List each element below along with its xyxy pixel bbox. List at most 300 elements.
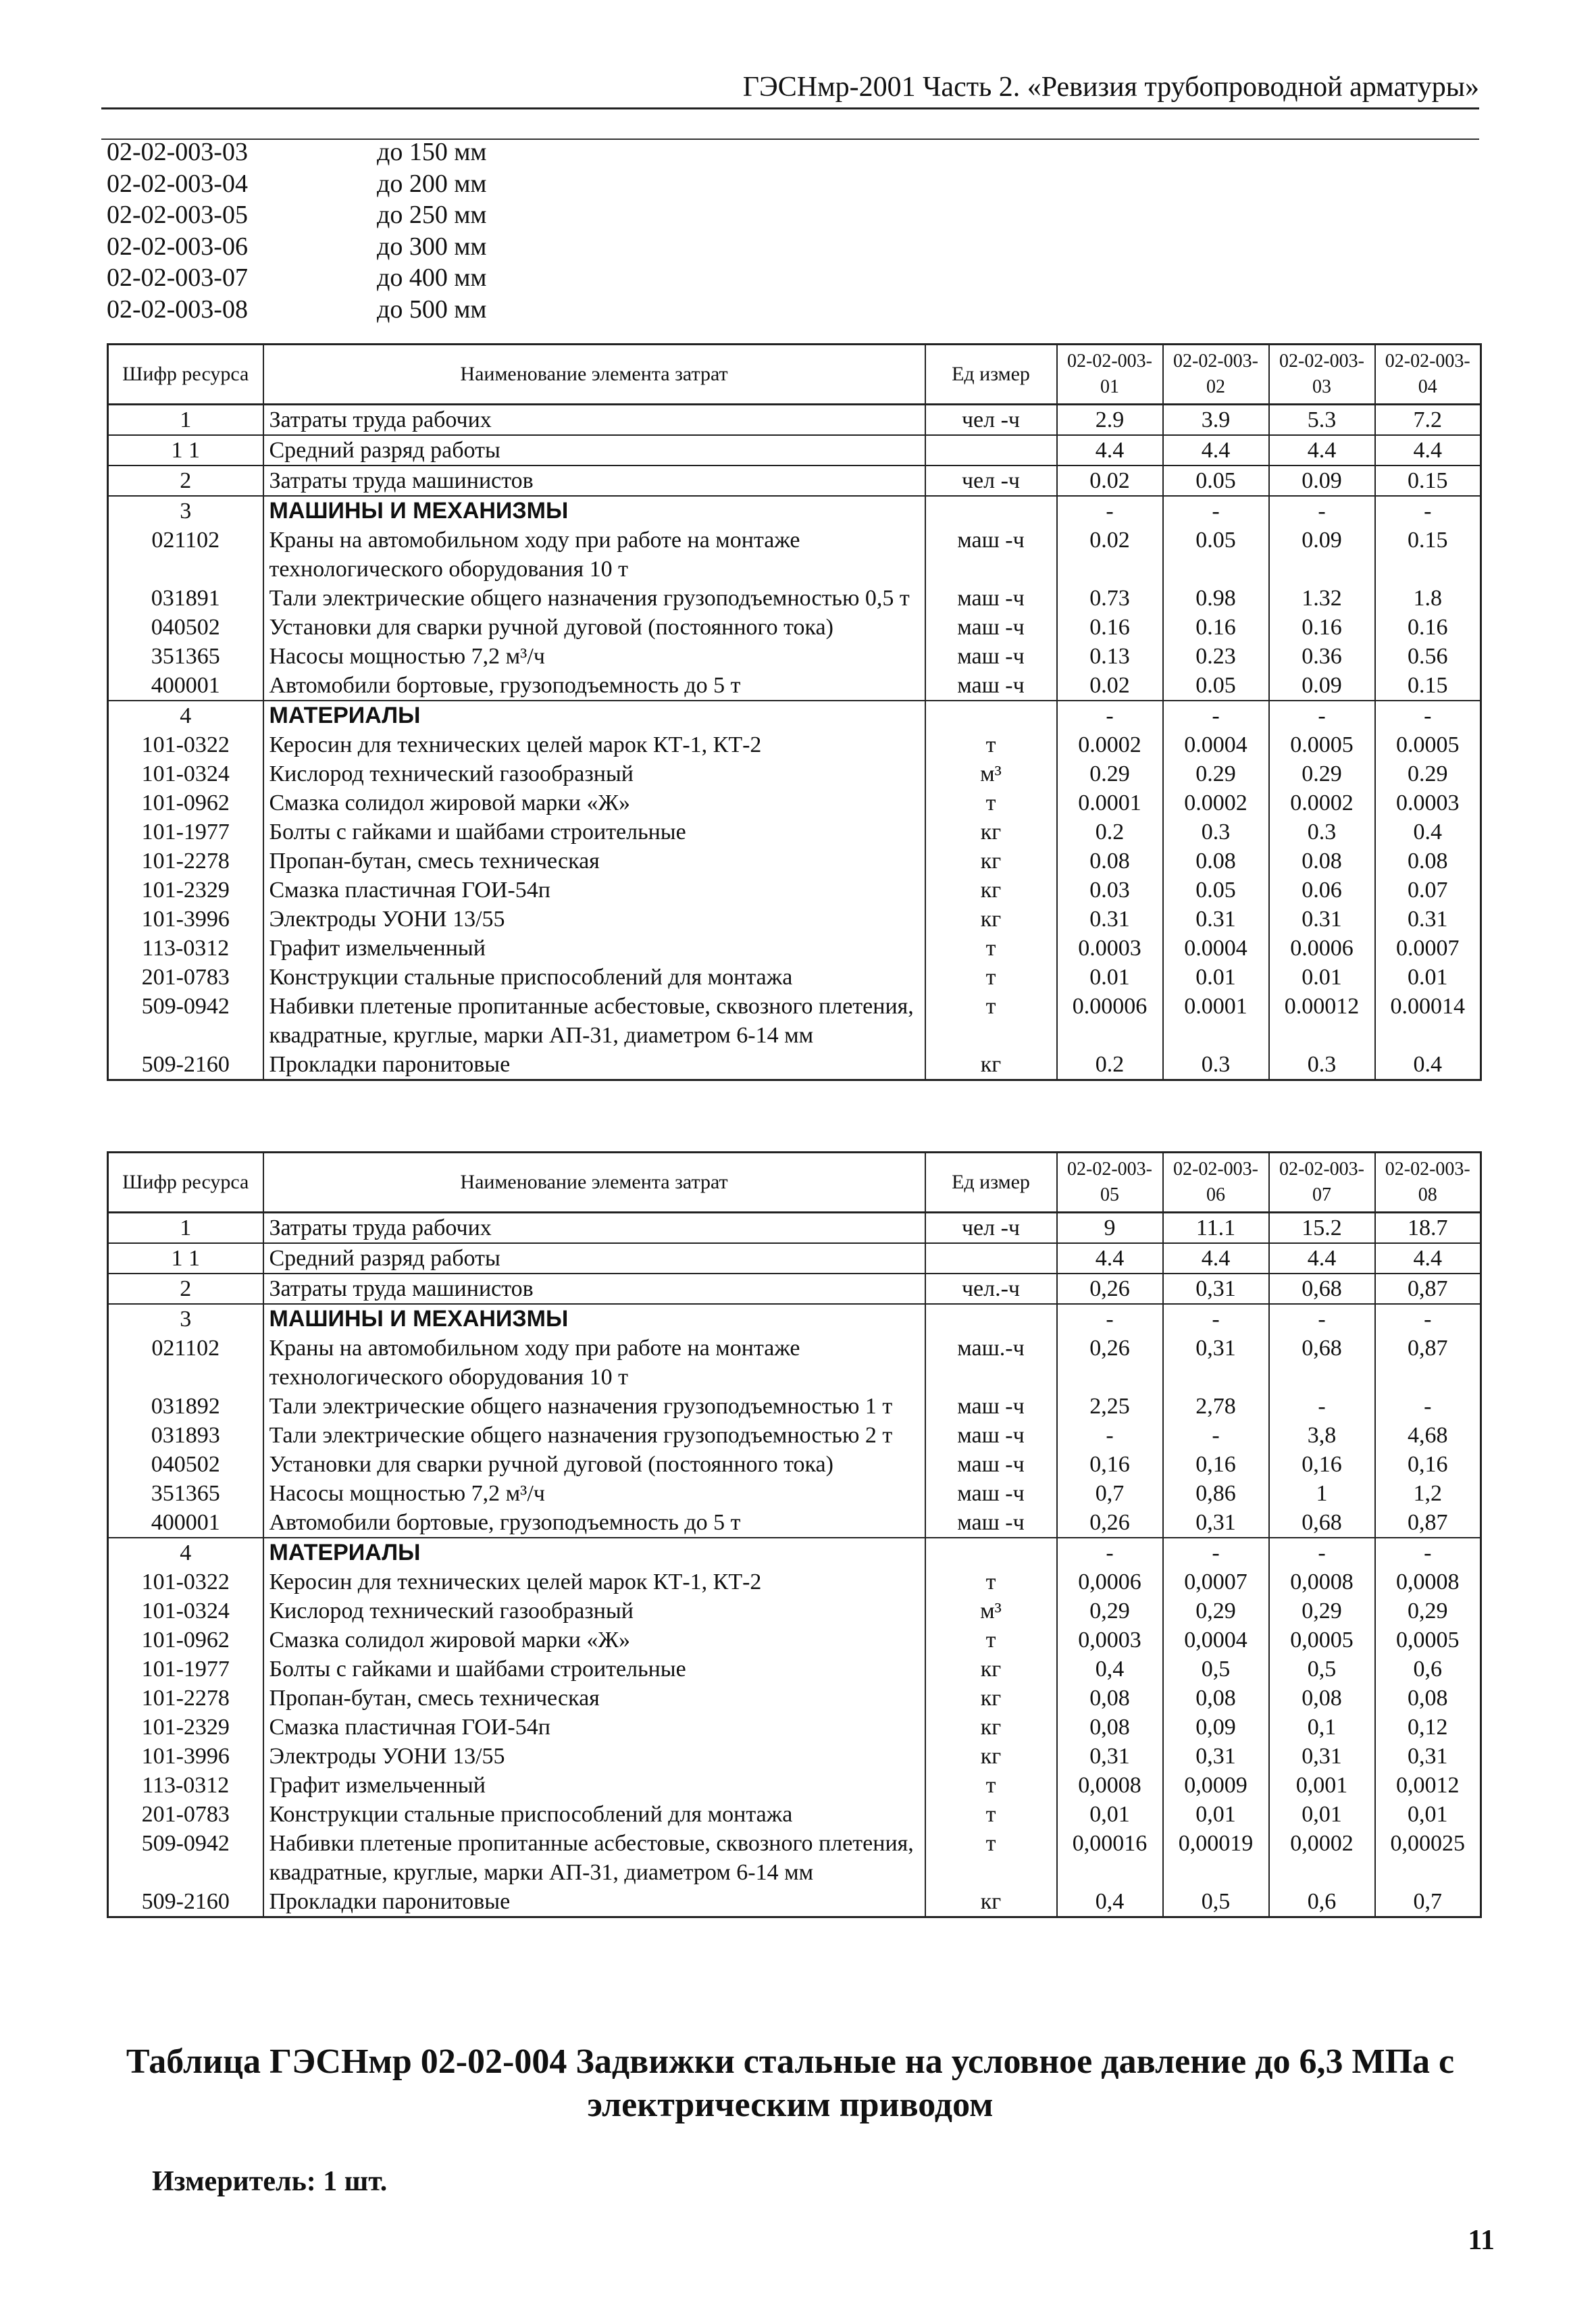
table-row	[108, 1538, 1481, 1567]
cell-value: 0,29	[1375, 1596, 1481, 1626]
cell-value: 0.31	[1163, 905, 1269, 934]
cell-value: 2.9	[1057, 405, 1163, 436]
cell-value: -	[1375, 1392, 1481, 1421]
cell-cost-element: МАТЕРИАЛЫ	[263, 1538, 925, 1567]
resource-table-1	[107, 343, 1482, 1081]
cell-value: 0.98	[1163, 584, 1269, 613]
cell-cost-element: Тали электрические общего назначения грузоподъемностью 0,5 т	[263, 584, 925, 613]
table-row	[108, 1508, 1481, 1538]
cell-value: 0.05	[1163, 876, 1269, 905]
cell-resource-code: 040502	[108, 1450, 263, 1479]
cell-value: 0,26	[1057, 1334, 1163, 1392]
cell-value: 0.16	[1375, 613, 1481, 642]
table-row	[108, 1771, 1481, 1800]
cell-value: 0,16	[1163, 1450, 1269, 1479]
table-row	[108, 435, 1481, 466]
table-row	[108, 1334, 1481, 1392]
table-row	[108, 526, 1481, 584]
cell-value: 9	[1057, 1213, 1163, 1244]
cell-value: 0.16	[1163, 613, 1269, 642]
code-list-item	[107, 294, 486, 326]
cell-cost-element: Кислород технический газообразный	[263, 759, 925, 788]
cell-value: 0,16	[1057, 1450, 1163, 1479]
cell-value: 1	[1269, 1479, 1375, 1508]
table-header-row	[108, 1153, 1481, 1213]
cell-value: 0.3	[1269, 818, 1375, 847]
cell-value: 0,08	[1163, 1684, 1269, 1713]
header-resource-code: Шифр ресурса	[108, 1153, 263, 1213]
table-row	[108, 934, 1481, 963]
cell-unit: чел -ч	[925, 466, 1057, 496]
cell-unit: т	[925, 1626, 1057, 1655]
table-row	[108, 1829, 1481, 1887]
cell-unit: маш -ч	[925, 613, 1057, 642]
cell-resource-code: 509-2160	[108, 1887, 263, 1917]
cell-value: 0.05	[1163, 671, 1269, 701]
cell-resource-code: 101-2329	[108, 1713, 263, 1742]
cell-resource-code: 101-0324	[108, 759, 263, 788]
cell-resource-code: 509-0942	[108, 1829, 263, 1887]
cell-cost-element: Пропан-бутан, смесь техническая	[263, 1684, 925, 1713]
code-description: до 500 мм	[377, 295, 487, 324]
cell-value: 0,5	[1163, 1655, 1269, 1684]
code-list-item	[107, 262, 486, 294]
cell-resource-code: 201-0783	[108, 963, 263, 992]
cell-resource-code: 400001	[108, 671, 263, 701]
cell-cost-element: Автомобили бортовые, грузоподъемность до 5 т	[263, 671, 925, 701]
cell-cost-element: Смазка пластичная ГОИ-54п	[263, 876, 925, 905]
cell-cost-element: Графит измельченный	[263, 1771, 925, 1800]
code-description: до 200 мм	[377, 169, 487, 198]
cell-cost-element: Смазка солидол жировой марки «Ж»	[263, 788, 925, 818]
cell-value: 11.1	[1163, 1213, 1269, 1244]
cell-value: 0.0004	[1163, 934, 1269, 963]
cell-unit: маш -ч	[925, 1450, 1057, 1479]
cell-unit: маш.-ч	[925, 1334, 1057, 1392]
cell-value: -	[1163, 1304, 1269, 1334]
header-norm-3: 02-02-003-03	[1269, 345, 1375, 405]
cell-unit: т	[925, 1800, 1057, 1829]
cell-value: 0.4	[1375, 818, 1481, 847]
cell-cost-element: Затраты труда рабочих	[263, 1213, 925, 1244]
table-row	[108, 876, 1481, 905]
running-header	[101, 71, 1479, 109]
cell-value: 4.4	[1375, 1243, 1481, 1274]
cell-cost-element: Кислород технический газообразный	[263, 1596, 925, 1626]
cell-value: 0.09	[1269, 671, 1375, 701]
cell-unit: маш -ч	[925, 1421, 1057, 1450]
cell-value: 0,01	[1269, 1800, 1375, 1829]
cell-unit	[925, 435, 1057, 466]
cell-resource-code: 101-0962	[108, 1626, 263, 1655]
table-row	[108, 1655, 1481, 1684]
cell-value: 0,31	[1163, 1508, 1269, 1538]
cell-cost-element: Тали электрические общего назначения грузоподъемностью 1 т	[263, 1392, 925, 1421]
cell-unit: маш -ч	[925, 1479, 1057, 1508]
cell-value: 0.05	[1163, 526, 1269, 584]
cell-value: 0.0002	[1269, 788, 1375, 818]
cell-unit: кг	[925, 1684, 1057, 1713]
cell-value: 0,09	[1163, 1713, 1269, 1742]
cell-resource-code: 400001	[108, 1508, 263, 1538]
cell-cost-element: Установки для сварки ручной дуговой (постоянного тока)	[263, 1450, 925, 1479]
header-norm-3: 02-02-003-07	[1269, 1153, 1375, 1213]
table-row	[108, 1304, 1481, 1334]
cell-value: -	[1163, 496, 1269, 526]
cell-value: 0,31	[1163, 1742, 1269, 1771]
cell-value: 0.13	[1057, 642, 1163, 671]
cell-value: 0.4	[1375, 1050, 1481, 1080]
table-row	[108, 1450, 1481, 1479]
cell-value: 0.16	[1057, 613, 1163, 642]
cell-value: 2,25	[1057, 1392, 1163, 1421]
cell-resource-code: 351365	[108, 642, 263, 671]
cell-value: 0.0003	[1375, 788, 1481, 818]
cell-unit: кг	[925, 1742, 1057, 1771]
cell-cost-element: Прокладки паронитовые	[263, 1050, 925, 1080]
cell-value: 0,0006	[1057, 1567, 1163, 1596]
header-norm-2: 02-02-003-02	[1163, 345, 1269, 405]
cell-value: 0.2	[1057, 1050, 1163, 1080]
code-value: 02-02-003-07	[107, 263, 248, 292]
cell-cost-element: Электроды УОНИ 13/55	[263, 905, 925, 934]
cell-value: 0,01	[1057, 1800, 1163, 1829]
cell-resource-code: 101-2278	[108, 1684, 263, 1713]
cell-unit: чел -ч	[925, 1213, 1057, 1244]
cell-resource-code: 2	[108, 466, 263, 496]
cell-value: 0,4	[1057, 1887, 1163, 1917]
cell-cost-element: Набивки плетеные пропитанные асбестовые, сквозного плетения, квадратные, круглые, марки АП-31, диаметром 6-14 мм	[263, 992, 925, 1050]
cell-value: 0,0005	[1269, 1626, 1375, 1655]
cell-unit: т	[925, 730, 1057, 759]
cell-unit: маш -ч	[925, 642, 1057, 671]
cell-resource-code: 101-0322	[108, 1567, 263, 1596]
cell-value: 0.01	[1163, 963, 1269, 992]
table-row	[108, 642, 1481, 671]
cell-value: 18.7	[1375, 1213, 1481, 1244]
cell-value: 0,01	[1163, 1800, 1269, 1829]
cell-value: 0.31	[1375, 905, 1481, 934]
cell-cost-element: Набивки плетеные пропитанные асбестовые, сквозного плетения, квадратные, круглые, марки АП-31, диаметром 6-14 мм	[263, 1829, 925, 1887]
cell-value: 5.3	[1269, 405, 1375, 436]
code-list-item	[107, 199, 486, 231]
cell-value: 0.09	[1269, 466, 1375, 496]
cell-value: 3.9	[1163, 405, 1269, 436]
cell-value: 0.0007	[1375, 934, 1481, 963]
cell-value: 0,16	[1375, 1450, 1481, 1479]
cell-value: 0,00019	[1163, 1829, 1269, 1887]
cell-resource-code: 040502	[108, 613, 263, 642]
cell-value: 0,26	[1057, 1508, 1163, 1538]
cell-value: 0,00025	[1375, 1829, 1481, 1887]
table-row	[108, 847, 1481, 876]
header-norm-4: 02-02-003-08	[1375, 1153, 1481, 1213]
cell-resource-code: 101-3996	[108, 1742, 263, 1771]
table-header-row	[108, 345, 1481, 405]
cell-unit: м³	[925, 1596, 1057, 1626]
cell-value: 0,0005	[1375, 1626, 1481, 1655]
code-description: до 300 мм	[377, 232, 487, 261]
cell-value: 0,0004	[1163, 1626, 1269, 1655]
cell-value: 0,4	[1057, 1655, 1163, 1684]
cell-value: 0.29	[1057, 759, 1163, 788]
cell-value: 0.73	[1057, 584, 1163, 613]
cell-value: 0.00012	[1269, 992, 1375, 1050]
cell-unit: т	[925, 1829, 1057, 1887]
cell-value: 0,0009	[1163, 1771, 1269, 1800]
cell-value: 0.01	[1375, 963, 1481, 992]
cell-value: 0,1	[1269, 1713, 1375, 1742]
cell-value: 0.29	[1375, 759, 1481, 788]
cell-cost-element: Насосы мощностью 7,2 м³/ч	[263, 1479, 925, 1508]
table-row	[108, 1626, 1481, 1655]
cell-value: 0,08	[1375, 1684, 1481, 1713]
cell-unit: кг	[925, 1887, 1057, 1917]
header-norm-2: 02-02-003-06	[1163, 1153, 1269, 1213]
cell-value: 0,0012	[1375, 1771, 1481, 1800]
cell-cost-element: Затраты труда рабочих	[263, 405, 925, 436]
cell-resource-code: 1	[108, 1213, 263, 1244]
cell-value: 0.06	[1269, 876, 1375, 905]
cell-value: 1,2	[1375, 1479, 1481, 1508]
cell-value: 0.02	[1057, 526, 1163, 584]
table-row	[108, 671, 1481, 701]
cell-resource-code: 2	[108, 1274, 263, 1304]
cell-unit: т	[925, 963, 1057, 992]
cell-value: 0.00014	[1375, 992, 1481, 1050]
table-row	[108, 1567, 1481, 1596]
table-row	[108, 1713, 1481, 1742]
cell-unit: кг	[925, 847, 1057, 876]
cell-value: 0.0002	[1163, 788, 1269, 818]
cell-resource-code: 3	[108, 1304, 263, 1334]
cell-value: 4,68	[1375, 1421, 1481, 1450]
cell-value: 0,5	[1269, 1655, 1375, 1684]
cell-value: 0,31	[1163, 1274, 1269, 1304]
cell-resource-code: 509-0942	[108, 992, 263, 1050]
table-row	[108, 1479, 1481, 1508]
code-description: до 250 мм	[377, 201, 487, 229]
cell-resource-code: 101-0962	[108, 788, 263, 818]
cell-cost-element: Керосин для технических целей марок КТ-1, КТ-2	[263, 730, 925, 759]
cell-unit: кг	[925, 818, 1057, 847]
cell-value: 0,0008	[1269, 1567, 1375, 1596]
code-value: 02-02-003-08	[107, 295, 248, 324]
cell-resource-code: 4	[108, 1538, 263, 1567]
cell-value: 0.02	[1057, 466, 1163, 496]
cell-resource-code: 031893	[108, 1421, 263, 1450]
cell-value: 0.15	[1375, 526, 1481, 584]
cell-resource-code: 101-0322	[108, 730, 263, 759]
table-title: Таблица ГЭСНмр 02-02-004 Задвижки стальные на условное давление до 6,3 МПа с электрическим приводом	[126, 2042, 1455, 2124]
table-row	[108, 1596, 1481, 1626]
cell-value: 0,68	[1269, 1508, 1375, 1538]
cell-cost-element: Болты с гайками и шайбами строительные	[263, 1655, 925, 1684]
cell-value: 0,31	[1163, 1334, 1269, 1392]
table-row	[108, 905, 1481, 934]
header-norm-1: 02-02-003-05	[1057, 1153, 1163, 1213]
cell-resource-code: 1 1	[108, 1243, 263, 1274]
cell-unit: кг	[925, 1655, 1057, 1684]
cell-value: 0.0006	[1269, 934, 1375, 963]
cell-value: 0.3	[1163, 818, 1269, 847]
cell-value: -	[1269, 1538, 1375, 1567]
cell-value: 0,7	[1375, 1887, 1481, 1917]
cell-value: 0.0002	[1057, 730, 1163, 759]
cell-value: 0,68	[1269, 1274, 1375, 1304]
cell-value: 0,7	[1057, 1479, 1163, 1508]
cell-value: 4.4	[1375, 435, 1481, 466]
cell-unit	[925, 1243, 1057, 1274]
cell-unit	[925, 496, 1057, 526]
cell-value: 4.4	[1057, 1243, 1163, 1274]
cell-unit: маш -ч	[925, 526, 1057, 584]
cell-value: 0.03	[1057, 876, 1163, 905]
table-row	[108, 1800, 1481, 1829]
cell-resource-code: 101-0324	[108, 1596, 263, 1626]
code-list-item	[107, 231, 486, 263]
cell-resource-code: 509-2160	[108, 1050, 263, 1080]
cell-resource-code: 031891	[108, 584, 263, 613]
cell-unit: маш -ч	[925, 671, 1057, 701]
cell-value: 0,08	[1269, 1684, 1375, 1713]
cell-value: -	[1163, 1421, 1269, 1450]
cell-resource-code: 101-1977	[108, 1655, 263, 1684]
cell-unit: т	[925, 934, 1057, 963]
code-list-item	[107, 168, 486, 200]
header-unit: Ед измер	[925, 1153, 1057, 1213]
cell-value: 2,78	[1163, 1392, 1269, 1421]
cell-value: 0.15	[1375, 466, 1481, 496]
cell-unit: м³	[925, 759, 1057, 788]
codes-list	[107, 136, 486, 325]
table-row	[108, 759, 1481, 788]
cell-value: 0.00006	[1057, 992, 1163, 1050]
cell-cost-element: МАШИНЫ И МЕХАНИЗМЫ	[263, 1304, 925, 1334]
table-row	[108, 496, 1481, 526]
cell-value: 0.0004	[1163, 730, 1269, 759]
cell-value: 0.16	[1269, 613, 1375, 642]
cell-value: 0.3	[1163, 1050, 1269, 1080]
cell-value: 0.0005	[1269, 730, 1375, 759]
cell-cost-element: Смазка солидол жировой марки «Ж»	[263, 1626, 925, 1655]
page-number: 11	[1468, 2225, 1495, 2256]
table-row	[108, 730, 1481, 759]
table-row	[108, 1684, 1481, 1713]
cell-value: -	[1163, 701, 1269, 730]
cell-value: 0,31	[1269, 1742, 1375, 1771]
cell-value: 0,87	[1375, 1334, 1481, 1392]
cell-value: 0.15	[1375, 671, 1481, 701]
cell-value: 0.01	[1057, 963, 1163, 992]
cell-value: 0,0002	[1269, 1829, 1375, 1887]
cell-value: -	[1375, 701, 1481, 730]
cell-value: 3,8	[1269, 1421, 1375, 1450]
cell-value: -	[1375, 1538, 1481, 1567]
cell-value: 0,0003	[1057, 1626, 1163, 1655]
cell-unit: кг	[925, 905, 1057, 934]
cell-resource-code: 101-3996	[108, 905, 263, 934]
table-row	[108, 613, 1481, 642]
cell-unit	[925, 701, 1057, 730]
cell-value: 0,0008	[1375, 1567, 1481, 1596]
cell-value: 4.4	[1057, 435, 1163, 466]
cell-cost-element: Конструкции стальные приспособлений для монтажа	[263, 963, 925, 992]
cell-value: 4.4	[1269, 1243, 1375, 1274]
cell-cost-element: Графит измельченный	[263, 934, 925, 963]
cell-value: 0.01	[1269, 963, 1375, 992]
table-row	[108, 466, 1481, 496]
code-value: 02-02-003-06	[107, 232, 248, 261]
table-row	[108, 405, 1481, 436]
cell-value: -	[1375, 1304, 1481, 1334]
cell-unit: маш -ч	[925, 1392, 1057, 1421]
cell-value: 0,08	[1057, 1713, 1163, 1742]
cell-value: 0.08	[1269, 847, 1375, 876]
table-row	[108, 1243, 1481, 1274]
table-row	[108, 1213, 1481, 1244]
cell-value: 0.0001	[1163, 992, 1269, 1050]
table-row	[108, 1421, 1481, 1450]
cell-value: -	[1269, 701, 1375, 730]
cell-value: -	[1269, 496, 1375, 526]
header-unit: Ед измер	[925, 345, 1057, 405]
cell-cost-element: Керосин для технических целей марок КТ-1, КТ-2	[263, 1567, 925, 1596]
table-row	[108, 1742, 1481, 1771]
cell-cost-element: Болты с гайками и шайбами строительные	[263, 818, 925, 847]
cell-value: 0,12	[1375, 1713, 1481, 1742]
code-description: до 400 мм	[377, 263, 487, 292]
cell-value: 0,5	[1163, 1887, 1269, 1917]
cell-value: 0.08	[1163, 847, 1269, 876]
cell-value: 0.0005	[1375, 730, 1481, 759]
cell-value: 0.0001	[1057, 788, 1163, 818]
cell-value: 0.36	[1269, 642, 1375, 671]
cell-unit	[925, 1304, 1057, 1334]
cell-cost-element: Тали электрические общего назначения грузоподъемностью 2 т	[263, 1421, 925, 1450]
code-value: 02-02-003-05	[107, 201, 248, 229]
cell-value: 0.05	[1163, 466, 1269, 496]
cell-unit: маш -ч	[925, 584, 1057, 613]
cell-value: 0,16	[1269, 1450, 1375, 1479]
table-row	[108, 963, 1481, 992]
code-list-item	[107, 136, 486, 168]
cell-value: -	[1057, 701, 1163, 730]
cell-value: 0.07	[1375, 876, 1481, 905]
cell-resource-code: 4	[108, 701, 263, 730]
cell-value: 4.4	[1269, 435, 1375, 466]
cell-unit	[925, 1538, 1057, 1567]
cell-resource-code: 101-2278	[108, 847, 263, 876]
table-row	[108, 1050, 1481, 1080]
cell-cost-element: Смазка пластичная ГОИ-54п	[263, 1713, 925, 1742]
cell-unit: кг	[925, 1713, 1057, 1742]
cell-value: -	[1057, 496, 1163, 526]
cell-unit: чел.-ч	[925, 1274, 1057, 1304]
cell-value: 0,68	[1269, 1334, 1375, 1392]
table-row	[108, 818, 1481, 847]
cell-value: 0.02	[1057, 671, 1163, 701]
cell-cost-element: Краны на автомобильном ходу при работе на монтаже технологического оборудования 10 т	[263, 1334, 925, 1392]
cell-unit: т	[925, 1771, 1057, 1800]
cell-cost-element: Насосы мощностью 7,2 м³/ч	[263, 642, 925, 671]
header-cost-element: Наименование элемента затрат	[263, 345, 925, 405]
cell-value: 4.4	[1163, 1243, 1269, 1274]
cell-unit: т	[925, 788, 1057, 818]
cell-resource-code: 113-0312	[108, 934, 263, 963]
cell-cost-element: Установки для сварки ручной дуговой (постоянного тока)	[263, 613, 925, 642]
cell-cost-element: Электроды УОНИ 13/55	[263, 1742, 925, 1771]
